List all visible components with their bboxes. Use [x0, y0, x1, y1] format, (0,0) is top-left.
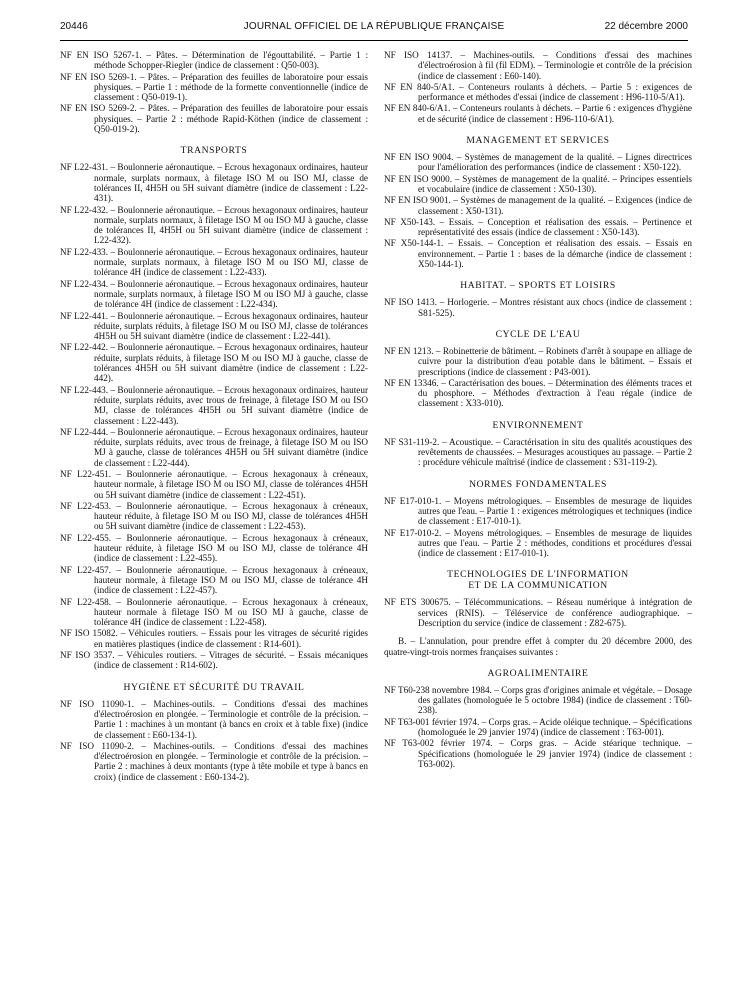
standard-entry: NF EN ISO 9004. – Systèmes de management de la qualité. – Lignes directrices pour l'amélioration des performances (indice de classement : X50-122). [384, 152, 692, 173]
section-heading [384, 668, 692, 679]
paragraph: B. – L'annulation, pour prendre effet à compter du 20 décembre 2000, des quatre-vingt-trois normes françaises suivantes : [384, 636, 692, 657]
standard-entry: NF ISO 11090-2. – Machines-outils. – Conditions d'essai des machines d'électroérosion en plongée. – Terminologie et contrôle de la précision. – Partie 2 : machines à deux montants (type à tête mobile et type à bancs en croix) (indice de classement : E60-134-2). [60, 740, 368, 782]
section-heading [384, 329, 692, 340]
standard-entry: NF L22-453. – Boulonnerie aéronautique. – Ecrous hexagonaux à créneaux, hauteur réduite, à filetage ISO M ou ISO MJ, classe de tolérances 4H5H ou 5H suivant diamètre (indice de classement : L22-453). [60, 500, 368, 532]
section-heading-text: MANAGEMENT ET SERVICES [466, 135, 610, 147]
section-heading-text: TECHNOLOGIES DE L'INFORMATION [447, 569, 629, 581]
section-heading [384, 280, 692, 291]
standard-entry: NF L22-444. – Boulonnerie aéronautique. – Ecrous hexagonaux ordinaires, hauteur réduite, surplats réduits, avec trous de freinage, à filetage ISO M ou ISO MJ à gauche, classe de tolérances 4H5H ou 5H suivant diamètre (indice de classement : L22-444). [60, 426, 368, 468]
standard-entry: NF E17-010-2. – Moyens métrologiques. – Ensembles de mesurage de liquides autres que l'eau. – Partie 2 : méthodes, conditions et procédures d'essai (indice de classement : E17-010-1). [384, 527, 692, 559]
issue-date: 22 décembre 2000 [604, 21, 688, 32]
section-heading [60, 682, 368, 693]
section-heading-text: HYGIÈNE ET SÉCURITÉ DU TRAVAIL [123, 681, 305, 693]
standard-entry: NF X50-144-1. – Essais. – Conception et réalisation des essais. – Essais en environnement. – Partie 1 : bases de la démarche (indice de classement : X50-144-1). [384, 238, 692, 270]
standard-entry: NF EN 840-6/A1. – Conteneurs roulants à déchets. – Partie 6 : exigences d'hygiène et de sécurité (indice de classement : H96-110-6/A1). [384, 103, 692, 124]
section-heading-text: NORMES FONDAMENTALES [469, 478, 607, 490]
standard-entry: NF ISO 3537. – Véhicules routiers. – Vitrages de sécurité. – Essais mécaniques (indice de classement : R14-602). [60, 650, 368, 671]
section-heading [60, 145, 368, 156]
standard-entry: NF EN ISO 5267-1. – Pâtes. – Détermination de l'égouttabilité. – Partie 1 : méthode Schopper-Riegler (indice de classement : Q50-003). [60, 50, 368, 71]
standard-entry: NF L22-433. – Boulonnerie aéronautique. – Ecrous hexagonaux ordinaires, hauteur normale, surplats normaux, à filetage ISO M ou ISO MJ, classe de tolérance 4H (indice de classement : L22-433). [60, 246, 368, 278]
section-heading-text: ENVIRONNEMENT [492, 419, 584, 431]
section-heading [384, 420, 692, 431]
section-heading [384, 479, 692, 490]
standard-entry: NF ISO 11090-1. – Machines-outils. – Conditions d'essai des machines d'électroérosion en plongée. – Terminologie et contrôle de la précision. – Partie 1 : machines à un montant (à bancs en croix et à table fixe) (indice de classement : E60-134-1). [60, 698, 368, 740]
section-heading [384, 135, 692, 146]
standard-entry: NF ISO 1413. – Horlogerie. – Montres résistant aux chocs (indice de classement : S81-525). [384, 297, 692, 318]
right-column [384, 50, 692, 783]
standard-entry: NF L22-431. – Boulonnerie aéronautique. – Ecrous hexagonaux ordinaires, hauteur normale, surplats normaux, à filetage ISO M ou ISO MJ, classe de tolérances II, 4H5H ou 5H suivant diamètre (indice de classement : L22-431). [60, 162, 368, 204]
standard-entry: NF L22-432. – Boulonnerie aéronautique. – Ecrous hexagonaux ordinaires, hauteur normale, surplats normaux, à filetage ISO M ou ISO MJ à gauche, classe de tolérances II, 4H5H ou 5H suivant diamètre (indice de classement : L22-432). [60, 204, 368, 246]
standard-entry: NF EN ISO 9000. – Systèmes de management de la qualité. – Principes essentiels et vocabulaire (indice de classement : X50-130). [384, 173, 692, 194]
section-heading-text: CYCLE DE L'EAU [495, 328, 581, 340]
text-columns [60, 50, 692, 783]
standard-entry: NF T63-001 février 1974. – Corps gras. – Acide oléique technique. – Spécifications (homologuée le 29 janvier 1974) (indice de classement : T63-001). [384, 716, 692, 738]
standard-entry: NF L22-458. – Boulonnerie aéronautique. – Ecrous hexagonaux à créneaux, hauteur normale à filetage ISO M ou ISO MJ à gauche, classe de tolérance 4H (indice de classement : L22-458). [60, 596, 368, 628]
standard-entry: NF L22-443. – Boulonnerie aéronautique. – Ecrous hexagonaux ordinaires, hauteur réduite, surplats réduits, avec trous de freinage, à filetage ISO M ou ISO MJ, classe de tolérances 4H5H ou 5H suivant diamètre (indice de classement : L22-443). [60, 384, 368, 426]
standard-entry: NF L22-455. – Boulonnerie aéronautique. – Ecrous hexagonaux à créneaux, hauteur réduite, à filetage ISO M ou ISO MJ, classe de tolérance 4H (indice de classement : L22-455). [60, 532, 368, 564]
standard-entry: NF L22-434. – Boulonnerie aéronautique. – Ecrous hexagonaux ordinaires, hauteur normale, surplats normaux, à filetage ISO M ou ISO MJ à gauche, classe de tolérance 4H (indice de classement : L22-434). [60, 278, 368, 310]
standard-entry: NF EN 1213. – Robinetterie de bâtiment. – Robinets d'arrêt à soupape en alliage de cuivre pour la distribution d'eau potable dans le bâtiment. – Essais et prescriptions (indice de classement : P43-001). [384, 345, 692, 377]
standard-entry: NF S31-119-2. – Acoustique. – Caractérisation in situ des qualités acoustiques des revêtements de chaussées. – Mesurages acoustiques au passage. – Partie 2 : procédure véhicule maîtrisé (indice de classement : S31-119-2). [384, 436, 692, 468]
standard-entry: NF EN 840-5/A1. – Conteneurs roulants à déchets. – Partie 5 : exigences de performance et méthodes d'essai (indice de classement : H96-110-5/A1). [384, 81, 692, 103]
standard-entry: NF T63-002 février 1974. – Corps gras. – Acide stéarique technique. – Spécifications (homologuée le 29 janvier 1974) (indice de classement : T63-002). [384, 738, 692, 769]
section-heading-text: HABITAT. – SPORTS ET LOISIRS [460, 280, 616, 292]
section-heading-text-line2: ET DE LA COMMUNICATION [468, 580, 608, 592]
standard-entry: NF L22-451. – Boulonnerie aéronautique. – Ecrous hexagonaux à créneaux, hauteur normale, à filetage ISO M ou ISO MJ, classe de tolérances 4H5H ou 5H suivant diamètre (indice de classement : L22-451). [60, 468, 368, 500]
standard-entry: NF ISO 14137. – Machines-outils. – Conditions d'essai des machines d'électroérosion à fil (fil EDM). – Terminologie et contrôle de la précision (indice de classement : E60-140). [384, 50, 692, 81]
standard-entry: NF EN ISO 9001. – Systèmes de management de la qualité. – Exigences (indice de classement : X50-131). [384, 195, 692, 216]
standard-entry: NF EN ISO 5269-2. – Pâtes. – Préparation des feuilles de laboratoire pour essais physiques. – Partie 2 : méthode Rapid-Köthen (indice de classement : Q50-019-2). [60, 103, 368, 135]
section-heading-text: TRANSPORTS [180, 145, 248, 157]
page-header [60, 21, 688, 41]
section-heading-text: AGROALIMENTAIRE [487, 667, 589, 679]
standard-entry: NF T60-238 novembre 1984. – Corps gras d'origines animale et végétale. – Dosage des gallates (homologuée le 5 octobre 1984) (indice de classement : T60-238). [384, 684, 692, 716]
standard-entry: NF ETS 300675. – Télécommunications. – Réseau numérique à intégration de services (RNIS). – Téléservice de conférence audiographique. – Description du service (indice de classement : Z82-675). [384, 597, 692, 628]
standard-entry: NF L22-441. – Boulonnerie aéronautique. – Ecrous hexagonaux ordinaires, hauteur réduite, surplats réduits, à filetage ISO M ou ISO MJ, classe de tolérances 4H5H ou 5H suivant diamètre (indice de classement : L22-441). [60, 310, 368, 342]
left-column [60, 50, 368, 783]
page-number: 20446 [60, 21, 88, 32]
standard-entry: NF L22-457. – Boulonnerie aéronautique. – Ecrous hexagonaux à créneaux, hauteur normale, à filetage ISO M ou ISO MJ, classe de tolérance 4H (indice de classement : L22-457). [60, 564, 368, 596]
standard-entry: NF EN ISO 5269-1. – Pâtes. – Préparation des feuilles de laboratoire pour essais physiques. – Partie 1 : méthode de la formette conventionnelle (indice de classement : Q50-019-1). [60, 71, 368, 103]
standard-entry: NF L22-442. – Boulonnerie aéronautique. – Ecrous hexagonaux ordinaires, hauteur réduite, surplats réduits, à filetage ISO M ou ISO MJ à gauche, classe de tolérances 4H5H ou 5H suivant diamètre (indice de classement : L22-442). [60, 342, 368, 384]
standard-entry: NF X50-143. – Essais. – Conception et réalisation des essais. – Pertinence et représentativité des essais (indice de classement : X50-143). [384, 216, 692, 238]
journal-title: JOURNAL OFFICIEL DE LA RÉPUBLIQUE FRANÇAISE [243, 21, 505, 32]
section-heading [384, 569, 692, 591]
standard-entry: NF EN 13346. – Caractérisation des boues. – Détermination des éléments traces et du phosphore. – Méthodes d'extraction à l'eau régale (indice de classement : X33-010). [384, 377, 692, 409]
standard-entry: NF ISO 15082. – Véhicules routiers. – Essais pour les vitrages de sécurité rigides en matières plastiques (indice de classement : R14-601). [60, 628, 368, 649]
standard-entry: NF E17-010-1. – Moyens métrologiques. – Ensembles de mesurage de liquides autres que l'eau. – Partie 1 : exigences métrologiques et techniques (indice de classement : E17-010-1). [384, 495, 692, 527]
